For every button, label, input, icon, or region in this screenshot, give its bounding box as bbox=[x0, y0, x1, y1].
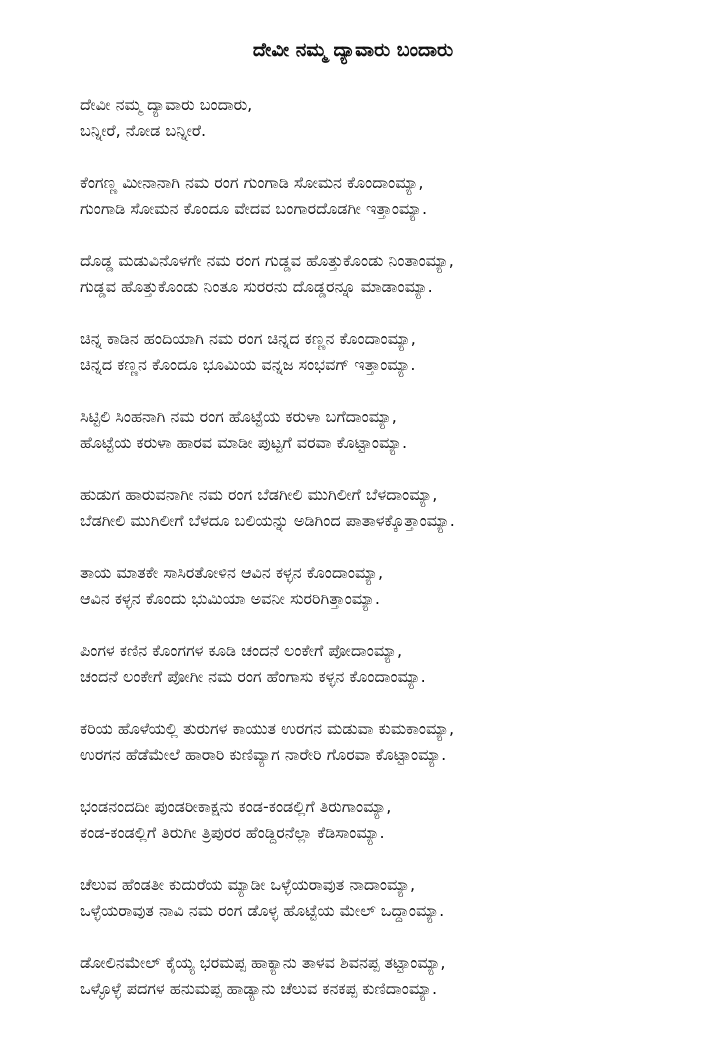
poem-body bbox=[80, 92, 680, 1028]
poem-line: ಒಳ್ಳೆಯರಾವುತ ನಾವಿ ನಮ ರಂಗ ಡೊಳ್ಳ ಹೊಟ್ಟೆಯ ಮೇಲ್ ಒದ್ದಾಂಮ್ಯಾ. bbox=[80, 901, 445, 920]
poem-line: ದೇವೀ ನಮ್ಮ ದ್ಯಾವಾರು ಬಂದಾರು, bbox=[80, 95, 253, 114]
stanza bbox=[80, 92, 680, 144]
stanza bbox=[80, 482, 680, 534]
poem-line: ಡೋಲಿನಮೇಲ್ ಕೈಯ್ಯ ಭರಮಪ್ಪ ಹಾಕ್ಯಾನು ತಾಳವ ಶಿವನಪ್ಪ ತಟ್ಟಾಂಮ್ಯಾ, bbox=[80, 953, 446, 972]
poem-line: ಚಂದನೆ ಲಂಕೇಗೆ ಪೋಗೀ ನಮ ರಂಗ ಹೆಂಗಾಸು ಕಳ್ಳನ ಕೊಂದಾಂಮ್ಯಾ. bbox=[80, 667, 426, 686]
poem-line: ಕಂಡ-ಕಂಡಲ್ಲಿಗೆ ತಿರುಗೀ ತ್ರಿಪುರರ ಹೆಂಡ್ದಿರನೆಲ್ಲಾ ಕೆಡಿಸಾಂಮ್ಯಾ. bbox=[80, 823, 385, 842]
poem-line: ದೊಡ್ಡ ಮಡುವಿನೊಳಗೇ ನಮ ರಂಗ ಗುಡ್ಡವ ಹೊತ್ತುಕೊಂಡು ನಿಂತಾಂಮ್ಯಾ, bbox=[80, 251, 454, 270]
poem-line: ಹುಡುಗ ಹಾರುವನಾಗೀ ನಮ ರಂಗ ಬೆಡಗೀಲಿ ಮುಗಿಲೀಗೆ ಬೆಳದಾಂಮ್ಯಾ, bbox=[80, 485, 438, 504]
poem-line: ಭಂಡನಂದದೀ ಪುಂಡರೀಕಾಕ್ಷನು ಕಂಡ-ಕಂಡಲ್ಲಿಗೆ ತಿರುಗಾಂಮ್ಯಾ, bbox=[80, 797, 392, 816]
poem-line: ಬನ್ನೀರೆ, ನೋಡ ಬನ್ನೀರೆ. bbox=[80, 121, 207, 140]
stanza bbox=[80, 716, 680, 768]
poem-line: ಗುಡ್ಡವ ಹೊತ್ತುಕೊಂಡು ನಿಂತೂ ಸುರರನು ದೊಡ್ಡರನ್ನೂ ಮಾಡಾಂಮ್ಯಾ. bbox=[80, 277, 433, 296]
stanza bbox=[80, 326, 680, 378]
poem-line: ಚಿನ್ನದ ಕಣ್ಣನ ಕೊಂದೂ ಭೂಮಿಯ ವನ್ನಜ ಸಂಭವಗ್ ಇತ್ತಾಂಮ್ಯಾ. bbox=[80, 355, 416, 374]
stanza bbox=[80, 404, 680, 456]
stanza bbox=[80, 248, 680, 300]
poem-line: ಚಿನ್ನ ಕಾಡಿನ ಹಂದಿಯಾಗಿ ನಮ ರಂಗ ಚಿನ್ನದ ಕಣ್ಣನ ಕೊಂದಾಂಮ್ಯಾ, bbox=[80, 329, 416, 348]
page-title: ದೇವೀ ನಮ್ಮ ದ್ಯಾವಾರು ಬಂದಾರು bbox=[252, 39, 454, 61]
poem-line: ತಾಯ ಮಾತಕೇ ಸಾಸಿರತೋಳಿನ ಆವಿನ ಕಳ್ಳನ ಕೊಂದಾಂಮ್ಯಾ, bbox=[80, 563, 384, 582]
poem-line: ಪಿಂಗಳ ಕಣಿನ ಕೊಂಗಗಳ ಕೂಡಿ ಚಂದನೆ ಲಂಕೇಗೆ ಪೋದಾಂಮ್ಯಾ, bbox=[80, 641, 403, 660]
poem-line: ಉರಗನ ಹೆಡೆಮೇಲೆ ಹಾರಾರಿ ಕುಣಿವ್ಯಾಗ ನಾರೇರಿ ಗೊರವಾ ಕೊಟ್ಟಾಂಮ್ಯಾ. bbox=[80, 745, 447, 764]
stanza bbox=[80, 170, 680, 222]
stanza bbox=[80, 794, 680, 846]
stanza bbox=[80, 638, 680, 690]
stanza bbox=[80, 950, 680, 1002]
poem-line: ಕೆಂಗಣ್ಣ ಮೀನಾನಾಗಿ ನಮ ರಂಗ ಗುಂಗಾಡಿ ಸೋಮನ ಕೊಂದಾಂಮ್ಯಾ, bbox=[80, 173, 424, 192]
poem-line: ಹೊಟ್ಟೆಯ ಕರುಳಾ ಹಾರವ ಮಾಡೀ ಪುಟ್ಟಗೆ ವರವಾ ಕೊಟ್ಟಾಂಮ್ಯಾ. bbox=[80, 433, 408, 452]
poem-line: ಒಳ್ಳೊಳ್ಳೆ ಪದಗಳ ಹನುಮಪ್ಪ ಹಾಡ್ಯಾನು ಚೆಲುವ ಕನಕಪ್ಪ ಕುಣಿದಾಂಮ್ಯಾ. bbox=[80, 979, 438, 998]
poem-line: ಸಿಟ್ಟಿಲಿ ಸಿಂಹನಾಗಿ ನಮ ರಂಗ ಹೊಟ್ಟೆಯ ಕರುಳಾ ಬಗೆದಾಂಮ್ಯಾ, bbox=[80, 407, 397, 426]
poem-line: ಕರಿಯ ಹೊಳೆಯಲ್ಲಿ ತುರುಗಳ ಕಾಯುತ ಉರಗನ ಮಡುವಾ ಕುಮಕಾಂಮ್ಯಾ, bbox=[80, 719, 455, 738]
stanza bbox=[80, 560, 680, 612]
poem-line: ಗುಂಗಾಡಿ ಸೋಮನ ಕೊಂದೂ ವೇದವ ಬಂಗಾರದೊಡಗೀ ಇತ್ತಾಂಮ್ಯಾ. bbox=[80, 199, 428, 218]
stanza bbox=[80, 872, 680, 924]
poem-line: ಆವಿನ ಕಳ್ಳನ ಕೊಂದು ಭುಮಿಯಾ ಅವನೀ ಸುರರಿಗಿತ್ತಾಂಮ್ಯಾ. bbox=[80, 589, 380, 608]
poem-line: ಚೆಲುವ ಹೆಂಡತೀ ಕುದುರೆಯ ಮ್ಯಾಡೀ ಒಳ್ಳೆಯರಾವುತ ನಾದಾಂಮ್ಯಾ, bbox=[80, 875, 416, 894]
poem-line: ಬೆಡಗೀಲಿ ಮುಗಿಲೀಗೆ ಬೆಳದೂ ಬಲಿಯನ್ನು ಅಡಿಗಿಂದ ಪಾತಾಳಕ್ಕೊತ್ತಾಂಮ್ಯಾ. bbox=[80, 511, 455, 530]
